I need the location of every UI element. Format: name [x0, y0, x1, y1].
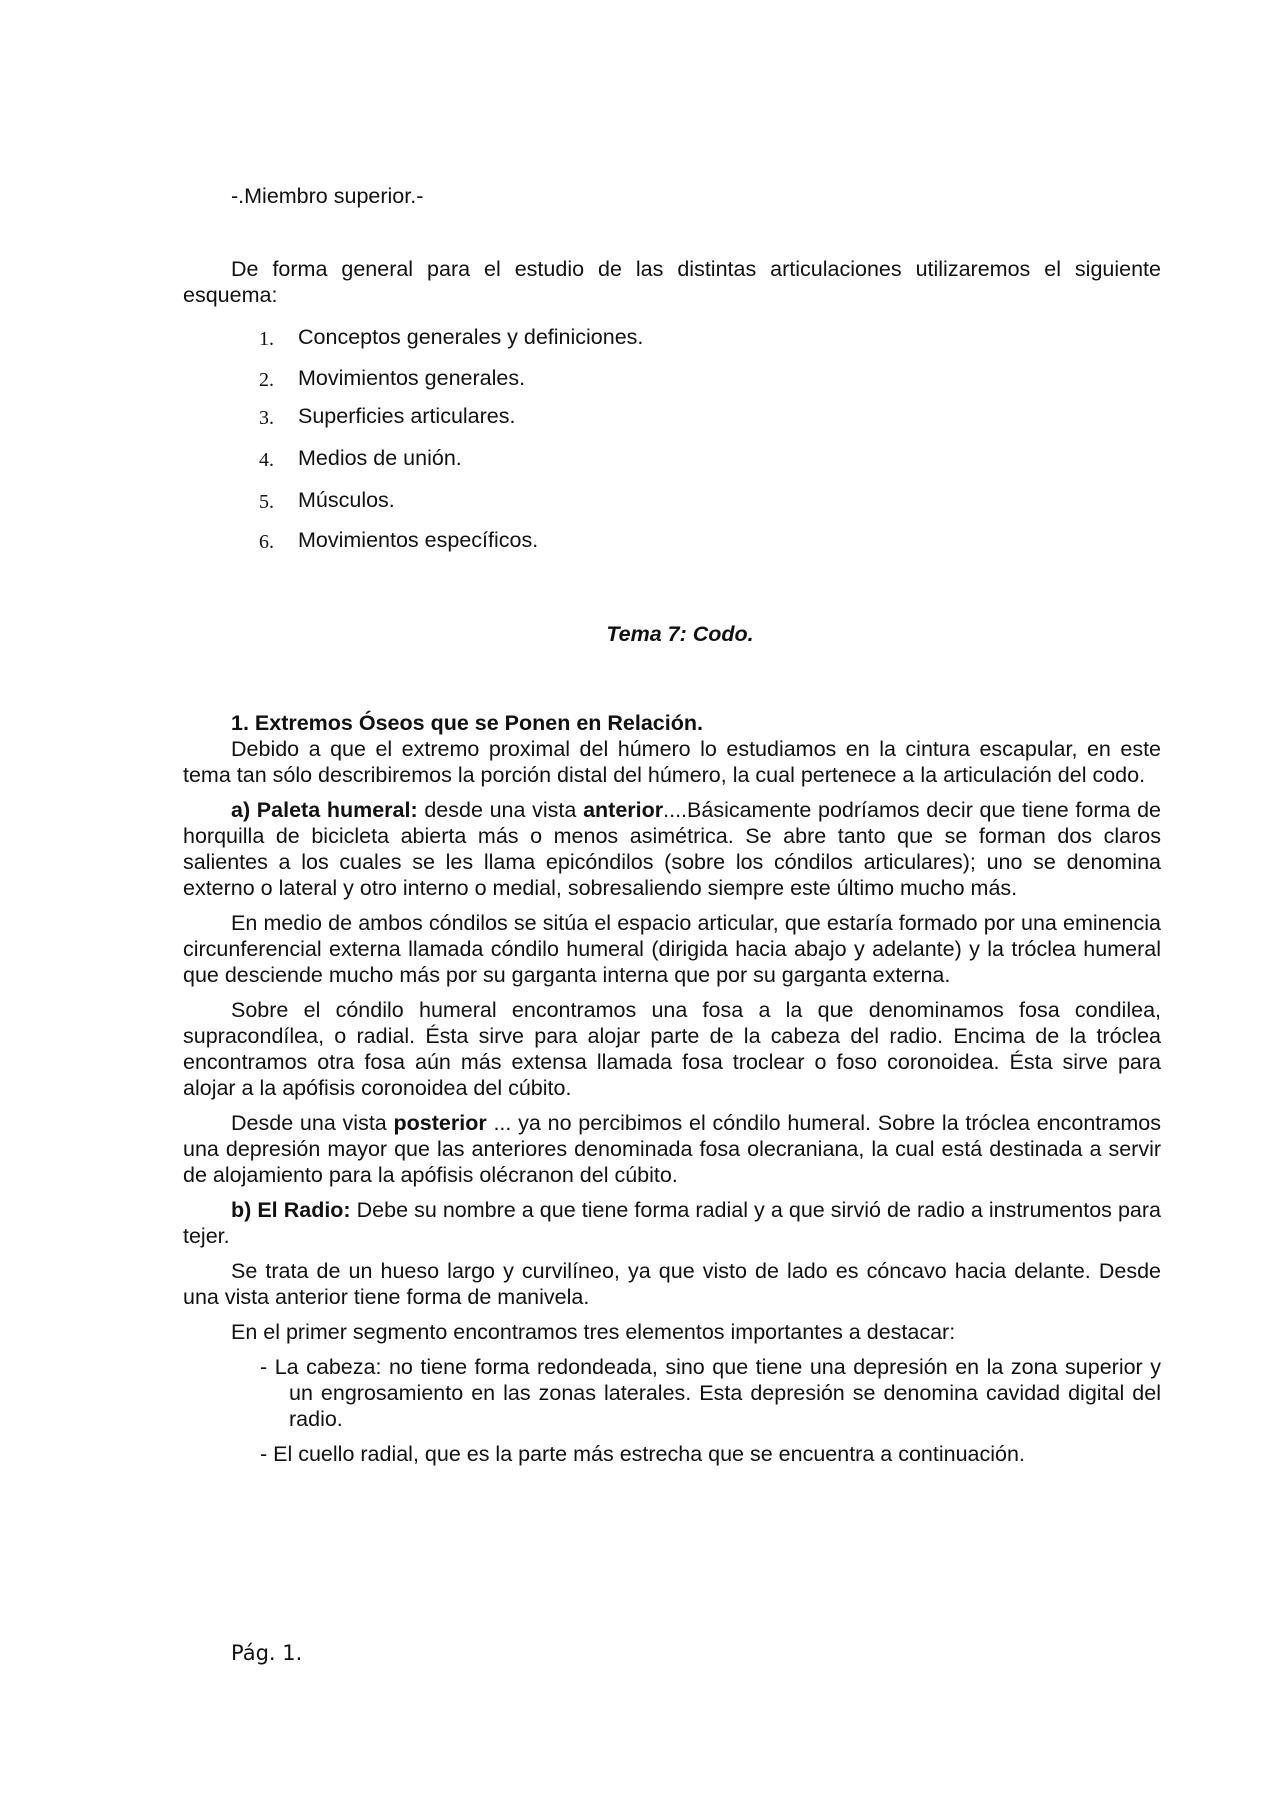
outline-text: Movimientos específicos.: [298, 528, 539, 552]
radio-label: b) El Radio:: [231, 1198, 351, 1222]
intro-paragraph: De forma general para el estudio de las distintas articulaciones utilizaremos el siguiente esquema:: [183, 257, 1161, 307]
outline-number: 6.: [259, 531, 274, 553]
section-heading: 1. Extremos Óseos que se Ponen en Relación.: [231, 711, 703, 735]
paragraph-primer-segmento: En el primer segmento encontramos tres elementos importantes a destacar:: [231, 1320, 956, 1344]
outline-text: Músculos.: [298, 488, 395, 512]
radio-text: Debe su nombre a que tiene forma radial y a que sirvió de radio a instrumentos para tejer.: [183, 1198, 1161, 1248]
paragraph-condilos: En medio de ambos cóndilos se sitúa el espacio articular, que estaría formado por una eminencia circunferencial externa llamada cóndilo humeral (dirigida hacia abajo y adelante) y la tróclea humeral que desciende mucho más por su garganta interna que por su garganta externa.: [183, 911, 1161, 987]
outline-list: [183, 324, 643, 568]
outline-number: 5.: [259, 491, 274, 513]
outline-text: Movimientos generales.: [298, 366, 526, 390]
outline-item: [183, 365, 643, 403]
paragraph-paleta-humeral: [183, 797, 1161, 901]
paragraph-radio: [183, 1197, 1161, 1249]
page-number: Pág. 1.: [231, 1641, 303, 1665]
list-item-cuello-radial: - El cuello radial, que es la parte más estrecha que se encuentra a continuación.: [260, 1442, 1025, 1466]
outline-item: [183, 403, 643, 445]
paragraph-hueso-largo: Se trata de un hueso largo y curvilíneo, ya que visto de lado es cóncavo hacia delante. Desde una vista anterior tiene forma de manivela.: [183, 1259, 1161, 1309]
outline-number: 2.: [259, 369, 274, 391]
posterior-emphasis: posterior: [393, 1111, 487, 1135]
outline-text: Medios de unión.: [298, 446, 462, 470]
vista-posterior-text-1: Desde una vista: [231, 1111, 394, 1135]
list-item-cabeza: - La cabeza: no tiene forma redondeada, sino que tiene una depresión en la zona superior y un engrosamiento en las zonas laterales. Esta depresión se denomina cavidad digital del radio.: [260, 1355, 1161, 1431]
paleta-humeral-text-2: ....Básicamente podríamos decir que tiene forma de horquilla de bicicleta abierta más o menos asimétrica. Se abre tanto que se forman dos claros salientes a los cuales se les llama epicóndilos (sobre los cóndilos articulares); uno se denomina externo o lateral y otro interno o medial, sobresaliendo siempre este último mucho más.: [183, 798, 1161, 900]
outline-item: [183, 487, 643, 527]
outline-number: 4.: [259, 449, 274, 471]
outline-item: [183, 324, 643, 365]
document-title: -.Miembro superior.-: [231, 184, 424, 208]
paragraph-vista-posterior: [183, 1110, 1161, 1188]
paragraph-proximal-humerus: Debido a que el extremo proximal del húmero lo estudiamos en la cintura escapular, en este tema tan sólo describiremos la porción distal del húmero, la cual pertenece a la articulación del codo.: [183, 737, 1161, 787]
outline-text: Conceptos generales y definiciones.: [298, 325, 644, 349]
chapter-title: Tema 7: Codo.: [606, 622, 754, 646]
vista-posterior-text-2: ... ya no percibimos el cóndilo humeral. Sobre la tróclea encontramos una depresión mayor que las anteriores denominada fosa olecraniana, la cual está destinada a servir de alojamiento para la apófisis olécranon del cúbito.: [183, 1111, 1161, 1187]
document-page: [183, 0, 1161, 1811]
outline-text: Superficies articulares.: [298, 404, 516, 428]
paleta-humeral-text-1: desde una vista: [417, 798, 584, 822]
chapter-content: [183, 710, 1161, 1467]
outline-item: [183, 445, 643, 487]
outline-number: 3.: [259, 407, 274, 429]
anterior-emphasis: anterior: [583, 798, 664, 822]
outline-number: 1.: [259, 328, 274, 350]
outline-item: [183, 527, 643, 568]
paleta-humeral-label: a) Paleta humeral:: [231, 798, 418, 822]
paragraph-fosas: Sobre el cóndilo humeral encontramos una fosa a la que denominamos fosa condilea, supracondílea, o radial. Ésta sirve para alojar parte de la cabeza del radio. Encima de la tróclea encontramos otra fosa aún más extensa llamada fosa troclear o foso coronoidea. Ésta sirve para alojar a la apófisis coronoidea del cúbito.: [183, 998, 1161, 1100]
